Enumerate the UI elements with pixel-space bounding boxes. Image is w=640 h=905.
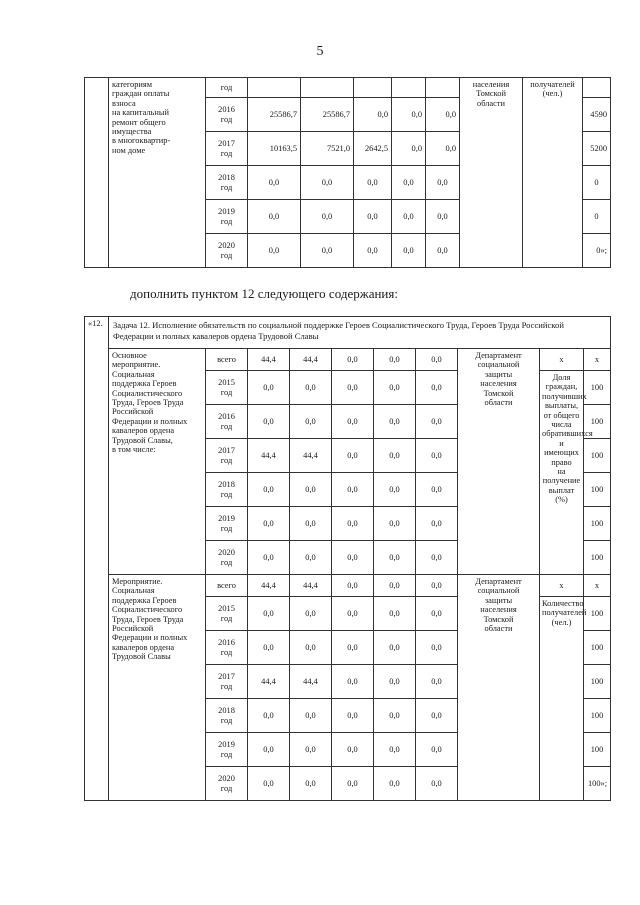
amount-cell: 0,0 [248, 767, 290, 801]
main-activity-text: Основное мероприятие. Социальная поддержка Героев Социалистического Труда, Героев Труда Российской Федерации и полных кавалеров ордена Трудовой Славы, в том числе: [109, 349, 206, 575]
year-cell: 2018 год [206, 166, 248, 200]
amount-cell: 0,0 [248, 234, 301, 268]
amount-cell: 0,0 [374, 507, 416, 541]
amount-cell: 7521,0 [301, 132, 354, 166]
amount-cell: 0,0 [374, 371, 416, 405]
amount-cell: 0,0 [416, 405, 458, 439]
amount-cell: 0,0 [290, 597, 332, 631]
amount-cell: 0,0 [392, 98, 426, 132]
amount-cell: 0,0 [374, 631, 416, 665]
amount-cell: 0,0 [416, 597, 458, 631]
amount-cell: 25586,7 [248, 98, 301, 132]
amount-cell: 0,0 [290, 507, 332, 541]
amount-cell: 0,0 [416, 631, 458, 665]
year-cell: год [206, 78, 248, 98]
category-text: категориям граждан оплаты взноса на капитальный ремонт общего имущества в многоквартир- ном доме [109, 78, 206, 268]
amount-cell: 44,4 [248, 575, 290, 597]
amount-cell: 0,0 [290, 631, 332, 665]
year-cell: 2016 год [206, 631, 248, 665]
amount-cell: 0,0 [374, 665, 416, 699]
amount-cell: 0,0 [374, 597, 416, 631]
year-cell: 2015 год [206, 597, 248, 631]
year-cell: 2018 год [206, 699, 248, 733]
amount-cell: 0,0 [374, 541, 416, 575]
amount-cell: 0,0 [290, 699, 332, 733]
amount-cell: 0,0 [332, 699, 374, 733]
amount-cell: 0,0 [354, 234, 392, 268]
amount-cell: 0,0 [248, 371, 290, 405]
amount-cell: 0,0 [416, 575, 458, 597]
amount-cell: 0,0 [301, 166, 354, 200]
activity-text: Мероприятие. Социальная поддержка Героев Социалистического Труда, Героев Труда Российской Федерации и полных кавалеров ордена Трудовой Славы [109, 575, 206, 801]
amount-cell: 0,0 [290, 733, 332, 767]
target-cell: 4590 [583, 98, 611, 132]
amount-cell: 0,0 [290, 371, 332, 405]
amount-cell: 0,0 [248, 699, 290, 733]
amount-cell: 0,0 [248, 631, 290, 665]
amount-cell: 10163,5 [248, 132, 301, 166]
target-cell: 5200 [583, 132, 611, 166]
amount-cell: 0,0 [332, 439, 374, 473]
program-table-continuation [84, 77, 611, 268]
year-cell: 2016 год [206, 405, 248, 439]
amount-cell: 0,0 [301, 234, 354, 268]
amount-cell: 0,0 [332, 575, 374, 597]
amount-cell: 44,4 [290, 665, 332, 699]
amount-cell: 0,0 [416, 507, 458, 541]
amount-cell: 0,0 [354, 98, 392, 132]
item-12-table [84, 316, 611, 801]
amount-cell: 0,0 [290, 541, 332, 575]
indicator-text: получателей (чел.) [523, 78, 583, 268]
target-cell: 0 [583, 166, 611, 200]
amount-cell: 0,0 [416, 699, 458, 733]
amount-cell: 0,0 [332, 631, 374, 665]
total-label: всего [206, 575, 248, 597]
amount-cell: 0,0 [374, 767, 416, 801]
year-cell: 2017 год [206, 132, 248, 166]
amount-cell: 0,0 [332, 371, 374, 405]
amount-cell: 0,0 [332, 597, 374, 631]
year-cell: 2017 год [206, 665, 248, 699]
amount-cell: 0,0 [374, 349, 416, 371]
amount-cell: 0,0 [354, 166, 392, 200]
task-title: Задача 12. Исполнение обязательств по социальной поддержке Героев Социалистического Труда, Героев Труда Российской Федерации и полных кавалеров ордена Трудовой Славы [109, 317, 611, 349]
amount-cell: 0,0 [332, 473, 374, 507]
target-cell: 100 [584, 631, 611, 665]
target-cell: 100 [584, 439, 611, 473]
target-cell: 100 [584, 665, 611, 699]
indicator-text: Количество получателей (чел.) [540, 597, 584, 801]
target-cell [583, 78, 611, 98]
amount-cell: 0,0 [392, 166, 426, 200]
amount-cell: 0,0 [392, 132, 426, 166]
target-cell: 100 [584, 405, 611, 439]
item-number-cell [85, 78, 109, 268]
amount-cell: 0,0 [426, 200, 460, 234]
amount-cell: 0,0 [354, 200, 392, 234]
amount-cell [392, 78, 426, 98]
amount-cell: 0,0 [416, 439, 458, 473]
amount-cell: 0,0 [416, 767, 458, 801]
amount-cell: 0,0 [416, 473, 458, 507]
year-cell: 2020 год [206, 767, 248, 801]
amount-cell: 0,0 [332, 767, 374, 801]
amount-cell: 0,0 [290, 767, 332, 801]
amount-cell: 0,0 [392, 200, 426, 234]
amount-cell: 0,0 [374, 473, 416, 507]
item-number: «12. [85, 317, 109, 801]
amount-cell: 0,0 [416, 733, 458, 767]
amount-cell [248, 78, 301, 98]
target-cell: 100 [584, 597, 611, 631]
amendment-sentence: дополнить пунктом 12 следующего содержания: [130, 286, 398, 301]
target-cell: 100 [584, 541, 611, 575]
amount-cell: 0,0 [248, 200, 301, 234]
amount-cell: 0,0 [416, 371, 458, 405]
amount-cell: 0,0 [426, 234, 460, 268]
amount-cell [354, 78, 392, 98]
amount-cell: 0,0 [426, 166, 460, 200]
amount-cell: 0,0 [248, 166, 301, 200]
amount-cell: 0,0 [248, 541, 290, 575]
amount-cell: 0,0 [248, 405, 290, 439]
amount-cell: 0,0 [332, 733, 374, 767]
amount-cell: 0,0 [248, 733, 290, 767]
amount-cell: 0,0 [332, 541, 374, 575]
year-cell: 2020 год [206, 541, 248, 575]
target-cell: х [584, 575, 611, 597]
department-text: Департамент социальной защиты населения Томской области [458, 575, 540, 801]
page-number: 5 [316, 44, 324, 59]
amount-cell: 0,0 [332, 507, 374, 541]
amount-cell: 0,0 [416, 665, 458, 699]
amount-cell: 25586,7 [301, 98, 354, 132]
total-label: всего [206, 349, 248, 371]
target-cell: 100 [584, 733, 611, 767]
target-cell: х [584, 349, 611, 371]
amount-cell [301, 78, 354, 98]
year-cell: 2018 год [206, 473, 248, 507]
target-cell: 100 [584, 473, 611, 507]
amount-cell: 0,0 [248, 473, 290, 507]
year-cell: 2017 год [206, 439, 248, 473]
amount-cell: 2642,5 [354, 132, 392, 166]
amount-cell: 0,0 [290, 405, 332, 439]
amount-cell: 0,0 [332, 405, 374, 439]
target-cell: 100 [584, 507, 611, 541]
amount-cell: 0,0 [332, 665, 374, 699]
target-cell: 100 [584, 699, 611, 733]
amount-cell: 44,4 [248, 665, 290, 699]
year-cell: 2019 год [206, 200, 248, 234]
amount-cell: 0,0 [374, 439, 416, 473]
amount-cell: 0,0 [426, 98, 460, 132]
amount-cell: 0,0 [392, 234, 426, 268]
amount-cell: 0,0 [426, 132, 460, 166]
amount-cell: 44,4 [248, 439, 290, 473]
year-cell: 2019 год [206, 733, 248, 767]
amount-cell [426, 78, 460, 98]
year-cell: 2019 год [206, 507, 248, 541]
amount-cell: 0,0 [248, 597, 290, 631]
amount-cell: 0,0 [248, 507, 290, 541]
amount-cell: 44,4 [290, 439, 332, 473]
amount-cell: 44,4 [290, 349, 332, 371]
target-cell: 100 [584, 371, 611, 405]
year-cell: 2020 год [206, 234, 248, 268]
department-text: населения Томской области [460, 78, 523, 268]
target-cell: 100»; [584, 767, 611, 801]
indicator-cell: х [540, 575, 584, 597]
target-cell: 0»; [583, 234, 611, 268]
amount-cell: 44,4 [248, 349, 290, 371]
amount-cell: 0,0 [301, 200, 354, 234]
year-cell: 2015 год [206, 371, 248, 405]
amount-cell: 0,0 [416, 541, 458, 575]
indicator-text: Доля граждан, получивших выплаты, от общего числа обратившихся и имеющих право на получение выплат (%) [540, 371, 584, 575]
amount-cell: 0,0 [290, 473, 332, 507]
amount-cell: 0,0 [332, 349, 374, 371]
department-text: Департамент социальной защиты населения Томской области [458, 349, 540, 575]
target-cell: 0 [583, 200, 611, 234]
amount-cell: 0,0 [374, 575, 416, 597]
amount-cell: 0,0 [374, 699, 416, 733]
amount-cell: 0,0 [374, 733, 416, 767]
year-cell: 2016 год [206, 98, 248, 132]
indicator-cell: х [540, 349, 584, 371]
amount-cell: 0,0 [374, 405, 416, 439]
amount-cell: 44,4 [290, 575, 332, 597]
amount-cell: 0,0 [416, 349, 458, 371]
